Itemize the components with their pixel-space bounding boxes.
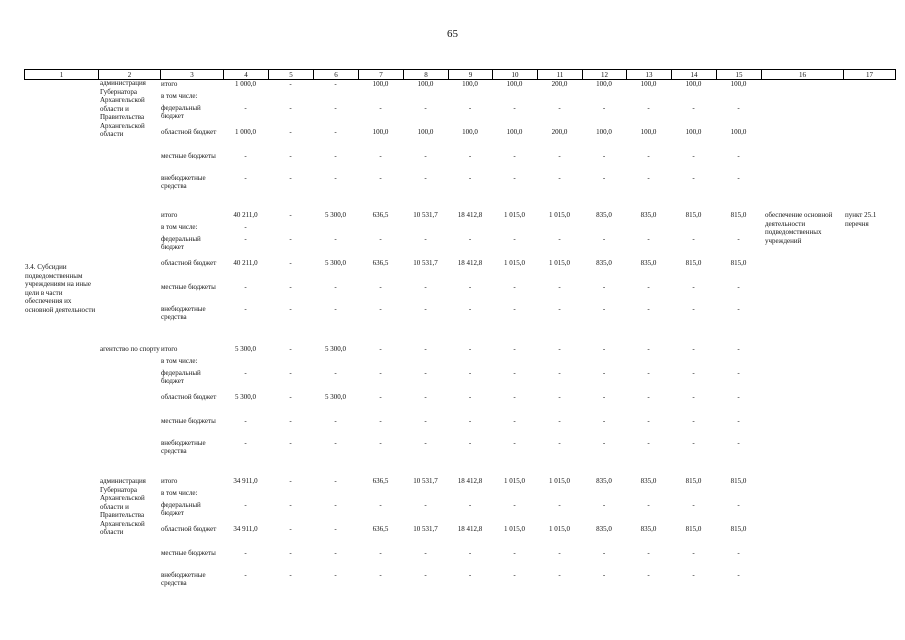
header-col-5: 5 [269,70,314,80]
row-label: местные бюджеты [161,549,216,557]
table-cell: - [334,369,337,377]
row-label: итого [161,80,178,88]
table-cell: 636,5 [372,211,389,219]
table-cell: - [289,235,292,243]
row-label: федеральный бюджет [161,235,201,251]
table-cell: 636,5 [372,525,389,533]
table-cell: - [647,152,650,160]
table-cell: - [334,501,337,509]
table-cell: 1 000,0 [235,128,256,136]
table-cell: 100,0 [640,80,657,88]
table-cell: - [289,525,292,533]
row-label: федеральный бюджет [161,501,201,517]
table-cell: 5 300,0 [235,345,256,353]
table-cell: - [558,235,561,243]
table-cell: - [692,235,695,243]
row-label: областной бюджет [161,525,217,533]
row-label: внебюджетные средства [161,174,206,190]
row-label: итого [161,477,178,485]
table-cell: - [379,501,382,509]
table-cell: - [513,174,516,182]
header-col-1: 1 [25,70,99,80]
header-col-9: 9 [449,70,493,80]
table-cell: 10 531,7 [413,525,438,533]
table-cell: - [513,571,516,579]
table-cell: - [737,393,740,401]
row-label: итого [161,345,178,353]
row-label: внебюджетные средства [161,439,206,455]
table-cell: 40 211,0 [233,259,258,267]
table-cell: - [602,417,606,425]
table-cell: 815,0 [685,211,702,219]
header-col-15: 15 [717,70,762,80]
table-cell: - [513,152,516,160]
table-cell: - [244,501,247,509]
table-cell: - [468,369,472,377]
table-cell: 100,0 [640,128,657,136]
table-cell: - [558,393,561,401]
table-cell: - [647,283,650,291]
row-label: областной бюджет [161,259,217,267]
table-cell: - [424,393,427,401]
row-label: местные бюджеты [161,283,216,291]
table-cell: - [602,104,606,112]
table-cell: - [468,571,472,579]
table-cell: - [424,104,427,112]
table-cell: - [244,235,247,243]
table-cell: - [289,345,292,353]
table-cell: - [468,417,472,425]
expected-result: обеспечение основной деятельности подведомственных учреждений [765,211,833,245]
table-cell: - [558,283,561,291]
table-cell: - [244,369,247,377]
table-cell: - [692,283,695,291]
table-cell: - [513,235,516,243]
table-cell: - [379,417,382,425]
table-cell: - [424,417,427,425]
table-cell: - [558,305,561,313]
row-label: в том числе: [161,489,198,497]
row-label: федеральный бюджет [161,104,201,120]
table-cell: - [602,549,606,557]
table-cell: - [334,80,337,88]
table-cell: - [289,571,292,579]
table-cell: - [334,525,337,533]
table-cell: - [289,211,292,219]
table-cell: - [424,549,427,557]
table-cell: - [558,369,561,377]
table-cell: - [289,477,292,485]
header-col-2: 2 [99,70,161,80]
table-cell: - [647,305,650,313]
table-cell: 100,0 [506,80,523,88]
table-cell: 835,0 [640,211,657,219]
table-cell: - [379,235,382,243]
table-cell: - [647,174,650,182]
table-cell: - [424,283,427,291]
table-cell: - [244,104,247,112]
table-cell: 200,0 [551,80,568,88]
table-cell: - [647,104,650,112]
table-cell: - [334,477,337,485]
table-cell: - [513,104,516,112]
responsible-executor: администрация Губернатора Архангельской области и Правительства Архангельской области [100,477,146,536]
table-cell: - [379,345,382,353]
table-cell: - [602,305,606,313]
table-cell: - [424,305,427,313]
table-cell: 100,0 [596,80,612,88]
table-cell: 815,0 [685,525,702,533]
table-cell: 815,0 [730,211,747,219]
table-cell: - [379,174,382,182]
row-label: в том числе: [161,223,198,231]
table-cell: - [692,369,695,377]
table-cell: - [692,152,695,160]
table-cell: - [424,369,427,377]
table-cell: - [737,345,740,353]
table-cell: - [737,305,740,313]
header-col-3: 3 [161,70,224,80]
table-cell: - [647,417,650,425]
table-cell: - [513,305,516,313]
table-cell: 1 015,0 [549,525,570,533]
table-cell: 1 015,0 [504,211,525,219]
table-cell: - [424,345,427,353]
table-cell: - [737,439,740,447]
table-cell: - [468,305,472,313]
table-cell: - [513,283,516,291]
table-cell: - [558,345,561,353]
row-label: федеральный бюджет [161,369,201,385]
header-col-16: 16 [762,70,844,80]
table-cell: - [334,549,337,557]
table-cell: 1 015,0 [549,211,570,219]
table-cell: - [602,439,606,447]
table-cell: - [737,152,740,160]
responsible-executor: агентство по спорту [100,345,160,353]
table-cell: 1 000,0 [235,80,256,88]
table-cell: - [289,80,292,88]
table-cell: - [513,439,516,447]
table-cell: - [289,393,292,401]
table-cell: - [289,305,292,313]
table-cell: 636,5 [372,477,389,485]
table-cell: - [289,104,292,112]
table-cell: - [647,439,650,447]
table-cell: - [558,174,561,182]
table-cell: - [468,393,472,401]
table-cell: - [513,549,516,557]
table-cell: - [379,104,382,112]
table-cell: - [692,417,695,425]
table-cell: - [602,393,606,401]
row-label: в том числе: [161,92,198,100]
row-label: областной бюджет [161,128,217,136]
table-cell: - [468,235,472,243]
table-cell: 815,0 [730,525,747,533]
table-cell: 815,0 [730,477,747,485]
row-label: местные бюджеты [161,417,216,425]
table-cell: - [558,571,561,579]
table-cell: 1 015,0 [549,477,570,485]
table-cell: - [334,439,337,447]
header-col-13: 13 [627,70,672,80]
table-cell: - [244,549,247,557]
table-cell: - [737,549,740,557]
table-cell: 100,0 [685,80,702,88]
table-cell: - [379,283,382,291]
table-cell: 5 300,0 [235,393,256,401]
table-cell: 100,0 [417,128,434,136]
table-cell: 1 015,0 [504,259,525,267]
table-cell: - [647,393,650,401]
row-label: местные бюджеты [161,152,216,160]
table-cell: 10 531,7 [413,259,438,267]
table-cell: - [379,152,382,160]
table-cell: - [289,501,292,509]
header-col-10: 10 [493,70,538,80]
table-cell: - [692,549,695,557]
table-cell: - [692,501,695,509]
table-cell: - [558,152,561,160]
table-cell: 18 412,8 [457,211,483,219]
table-cell: - [424,235,427,243]
table-cell: - [647,501,650,509]
table-cell: - [289,417,292,425]
table-cell: - [468,104,472,112]
table-cell: - [379,439,382,447]
table-cell: - [602,501,606,509]
header-col-6: 6 [314,70,359,80]
table-cell: - [334,104,337,112]
table-cell: - [334,174,337,182]
table-cell: 18 412,8 [457,477,483,485]
table-cell: - [289,259,292,267]
table-cell: 5 300,0 [325,259,346,267]
table-cell: - [692,345,695,353]
table-cell: - [513,369,516,377]
table-cell: 815,0 [730,259,747,267]
table-cell: - [737,501,740,509]
table-cell: - [602,345,606,353]
header-col-8: 8 [404,70,449,80]
row-label: областной бюджет [161,393,217,401]
table-cell: - [692,305,695,313]
table-cell: - [602,152,606,160]
table-cell: 100,0 [685,128,702,136]
table-cell: - [692,174,695,182]
responsible-executor: администрация Губернатора Архангельской области и Правительства Архангельской области [100,79,146,138]
table-cell: 835,0 [596,525,612,533]
table-cell: - [334,152,337,160]
table-cell: 100,0 [730,128,747,136]
table-cell: - [468,174,472,182]
table-cell: - [424,501,427,509]
table-cell: - [244,305,247,313]
table-cell: 815,0 [685,259,702,267]
table-cell: - [424,571,427,579]
table-cell: - [289,369,292,377]
table-cell: - [602,283,606,291]
table-cell: - [513,501,516,509]
table-cell: - [468,549,472,557]
table-cell: - [289,283,292,291]
table-cell: 100,0 [462,80,478,88]
table-cell: - [379,571,382,579]
table-cell: 200,0 [551,128,568,136]
table-cell: - [513,345,516,353]
table-cell: - [244,174,247,182]
table-cell: - [468,283,472,291]
table-cell: - [289,439,292,447]
table-cell: - [424,152,427,160]
table-cell: 100,0 [372,128,389,136]
header-col-4: 4 [224,70,269,80]
table-cell: - [289,549,292,557]
table-cell: 34 911,0 [233,525,258,533]
table-cell: 835,0 [596,211,612,219]
table-cell: - [513,417,516,425]
table-cell: - [334,305,337,313]
table-cell: 1 015,0 [549,259,570,267]
table-cell: - [737,235,740,243]
table-cell: - [468,439,472,447]
table-cell: - [424,174,427,182]
table-cell: - [602,369,606,377]
page-number: 65 [447,28,458,40]
table-cell: - [244,283,247,291]
table-cell: 100,0 [730,80,747,88]
table-cell: - [334,128,337,136]
table-cell: - [379,393,382,401]
table-cell: - [737,104,740,112]
table-cell: - [737,571,740,579]
table-cell: - [468,345,472,353]
table-cell: 5 300,0 [325,393,346,401]
table-cell: - [558,549,561,557]
table-cell: - [379,305,382,313]
table-cell: 100,0 [372,80,389,88]
table-cell: - [468,501,472,509]
table-cell: - [737,369,740,377]
header-col-7: 7 [359,70,404,80]
table-cell: 100,0 [596,128,612,136]
table-cell: - [737,283,740,291]
table-cell: - [558,439,561,447]
table-cell: - [244,152,247,160]
link-to-list: пункт 25.1 перечня [845,211,877,228]
table-cell: - [558,104,561,112]
table-cell: - [647,369,650,377]
header-col-12: 12 [583,70,627,80]
table-cell: 1 015,0 [504,525,525,533]
table-cell: - [334,417,337,425]
table-cell: - [289,174,292,182]
table-cell: - [289,152,292,160]
table-cell: - [692,439,695,447]
table-cell: 835,0 [640,259,657,267]
table-cell: - [647,571,650,579]
table-cell: 5 300,0 [325,345,346,353]
table-cell: 5 300,0 [325,211,346,219]
table-cell: - [334,283,337,291]
table-cell: - [692,571,695,579]
table-cell: - [647,235,650,243]
table-cell: 815,0 [685,477,702,485]
table-cell: 835,0 [596,477,612,485]
table-cell: 18 412,8 [457,259,483,267]
table-cell: 835,0 [640,477,657,485]
table-cell: - [334,571,337,579]
table-cell: - [244,439,247,447]
table-cell: - [647,345,650,353]
table-cell: 100,0 [462,128,478,136]
table-cell: - [558,501,561,509]
table-cell: 1 015,0 [504,477,525,485]
row-label: итого [161,211,178,219]
table-cell: - [692,393,695,401]
row-label: в том числе: [161,357,198,365]
table-cell: 100,0 [417,80,434,88]
header-col-14: 14 [672,70,717,80]
table-cell: 18 412,8 [457,525,483,533]
table-cell: 835,0 [640,525,657,533]
table-cell: - [244,223,247,231]
table-cell: - [602,174,606,182]
table-cell: - [468,152,472,160]
table-cell: - [602,571,606,579]
measure-name: 3.4. Субсидии подведомственным учреждениям на иные цели в части обеспечения их основной деятельности [25,263,96,314]
table-cell: 835,0 [596,259,612,267]
table-cell: 636,5 [372,259,389,267]
table-cell: - [334,235,337,243]
table-cell: - [602,235,606,243]
table-cell: - [692,104,695,112]
table-cell: - [647,549,650,557]
table-cell: 40 211,0 [233,211,258,219]
table-cell: 10 531,7 [413,211,438,219]
table-cell: - [244,417,247,425]
table-cell: - [244,571,247,579]
table-cell: - [737,174,740,182]
header-col-17: 17 [844,70,896,80]
row-label: внебюджетные средства [161,305,206,321]
row-label: внебюджетные средства [161,571,206,587]
table-cell: - [424,439,427,447]
table-cell: - [558,417,561,425]
table-cell: 100,0 [506,128,523,136]
header-col-11: 11 [538,70,583,80]
table-cell: 10 531,7 [413,477,438,485]
table-cell: - [513,393,516,401]
table-cell: - [289,128,292,136]
table-cell: 34 911,0 [233,477,258,485]
table-cell: - [737,417,740,425]
table-cell: - [379,369,382,377]
table-cell: - [379,549,382,557]
